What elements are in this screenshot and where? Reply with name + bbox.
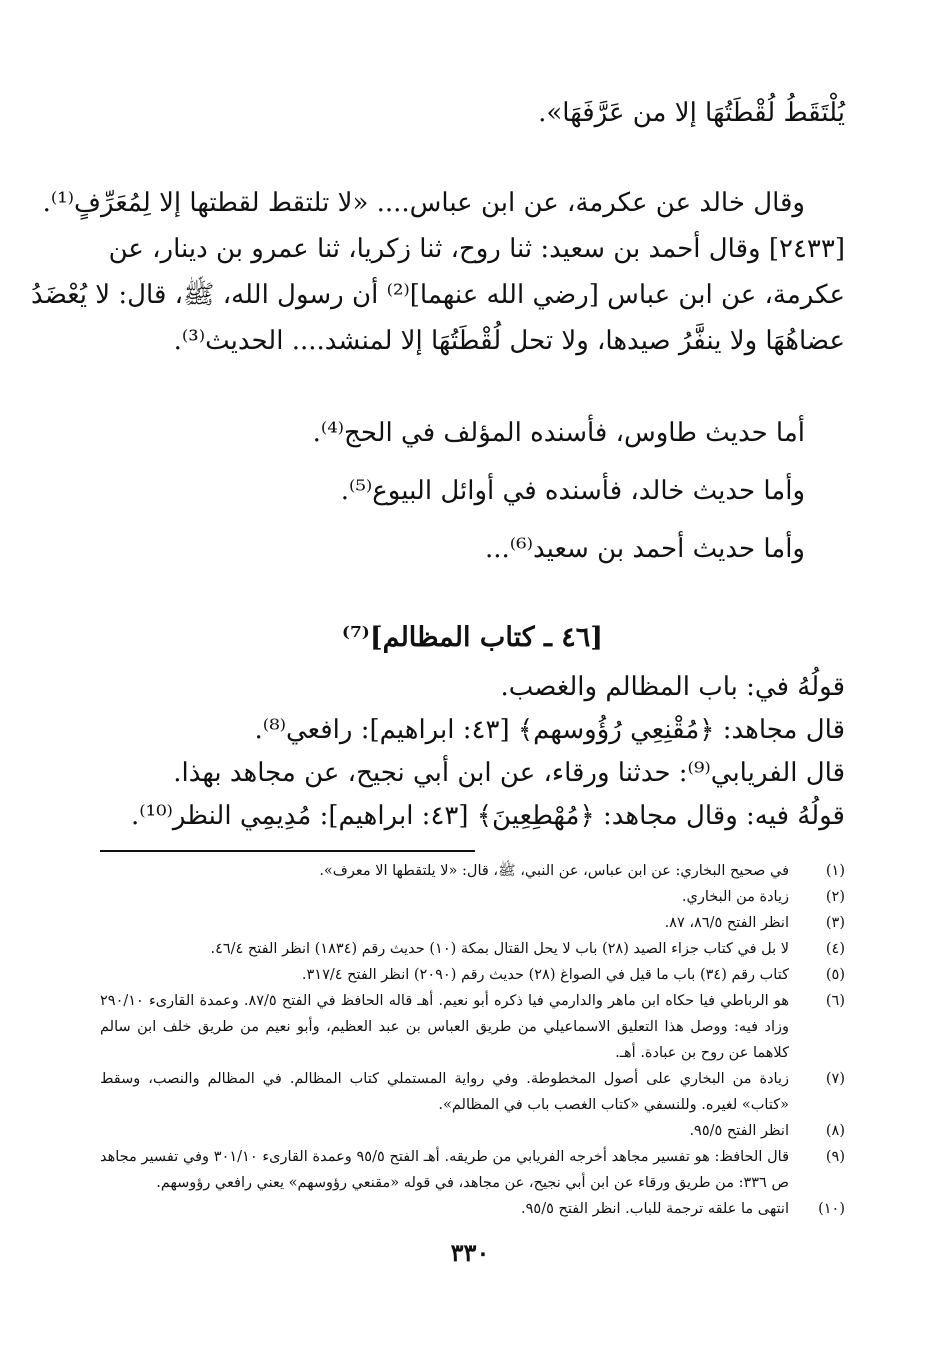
paragraph-isnad [100,404,845,578]
book-page [31,90,845,1222]
text-line: قال الفريابي⁽⁹⁾: حدثنا ورقاء، عن ابن أبي نجيح، عن مجاهد بهذا. [173,758,845,788]
continuation-line: يُلْتَقَطُ لُقْطَتُهَا إلا من عَرَّفَهَا». [538,98,845,128]
footnote [100,1066,845,1118]
footnote [100,1144,845,1196]
footnote [100,910,845,936]
footnote [100,936,845,962]
footnote-number: (٥) [825,967,845,983]
footnote-text: لا بل في كتاب جزاء الصيد (٢٨) باب لا يحل القتال بمكة (١٠) حديث رقم (١٨٣٤) انظر الفتح ٤٦/٤. [210,941,789,957]
footnote-text: زيادة من البخاري على أصول المخطوطة. وفي رواية المستملي كتاب المظالم. في المظالم والنصب، وسقط «كتاب» لغيره. وللنسفي «كتاب الغصب باب في المظالم». [100,1071,789,1113]
text-line: قال مجاهد: ﴿مُقْنِعِي رُؤُوسهم﴾ [٤٣: ابراهيم]: رافعي⁽⁸⁾. [254,715,845,745]
text-line: أما حديث طاوس، فأسنده المؤلف في الحج⁽⁴⁾. [312,418,805,448]
paragraph-hadith [31,180,845,364]
footnote [100,988,845,1066]
footnote-number: (١٠) [818,1201,845,1217]
footnote-number: (١) [825,863,845,879]
footnote-text: كتاب رقم (٣٤) باب ما قيل في الصواغ (٢٨) حديث رقم (٢٠٩٠) انظر الفتح ٣١٧/٤. [301,967,789,983]
footnote-text: انظر الفتح ٩٥/٥. [689,1123,789,1139]
text-line: قولُهُ في: باب المظالم والغصب. [500,672,845,702]
footnote-number: (٢) [825,889,845,905]
footnote-divider [100,850,475,852]
footnotes [100,858,845,1222]
footnote-text: انتهى ما علقه ترجمة للباب. انظر الفتح ٩٥/٥. [521,1201,789,1217]
footnote [100,884,845,910]
footnote [100,962,845,988]
text-line: قولُهُ فيه: وقال مجاهد: ﴿مُهْطِعِينَ﴾ [٤٣: ابراهيم]: مُدِيمِي النظر⁽¹⁰⁾. [131,801,845,831]
text-line: [٢٤٣٣] وقال أحمد بن سعيد: ثنا روح، ثنا زكريا، ثنا عمرو بن دينار، عن [108,234,845,264]
text-line: عكرمة، عن ابن عباس [رضي الله عنهما]⁽²⁾ أن رسول الله، ﷺ، قال: لا يُعْضَدُ [31,280,845,310]
footnote-text: هو الرباطي فيا حكاه ابن ماهر والدارمي فيا ذكره أبو نعيم. أهـ قاله الحافظ في الفتح ٨٧/٥. وعمدة القارىء ٢٩٠/١٠ وزاد فيه: ووصل هذا التعليق الاسماعيلي من طريق العباس بن عبد العظيم، وأبو نعيم من طريق خلف ابن سالم كلاهما عن روح بن عبادة. أهـ. [100,993,789,1061]
footnote [100,1118,845,1144]
footnote [100,1196,845,1222]
footnote-number: (٦) [825,993,845,1009]
footnote-number: (٣) [825,915,845,931]
footnote-text: زيادة من البخاري. [681,889,789,905]
section-heading: [٤٦ ـ كتاب المظالم]⁽⁷⁾ [341,622,604,653]
text-line: وقال خالد عن عكرمة، عن ابن عباس.... «لا تلتقط لقطتها إلا لِمُعَرِّفٍ⁽¹⁾. [42,188,805,218]
footnote-text: في صحيح البخاري: عن ابن عباس، عن النبي، ﷺ، قال: «لا يلتقطها الا معرف». [319,863,789,879]
footnote-number: (٩) [825,1149,845,1165]
page-number: ٣٣٠ [450,1238,490,1267]
text-line: عضاهُهَا ولا ينفَّرُ صيدها، ولا تحل لُقْطَتُهَا إلا لمنشد.... الحديث⁽³⁾. [173,326,845,356]
paragraph-mazalim [100,666,845,838]
text-line: وأما حديث خالد، فأسنده في أوائل البيوع⁽⁵⁾. [340,476,805,506]
footnote-number: (٨) [825,1123,845,1139]
footnote-text: قال الحافظ: هو تفسير مجاهد أخرجه الفريابي من طريقه. أهـ الفتح ٩٥/٥ وعمدة القارىء ٣٠١/١٠ وفي تفسير مجاهد ص ٣٣٦: من طريق ورقاء عن ابن أبي نجيح، عن مجاهد، في قوله «مقنعي رؤوسهم» يعني رافعي رؤوسهم. [100,1149,789,1191]
footnote-number: (٧) [825,1071,845,1087]
footnote-text: انظر الفتح ٨٦/٥، ٨٧. [664,915,789,931]
text-line: وأما حديث أحمد بن سعيد⁽⁶⁾... [484,534,805,564]
footnote [100,858,845,884]
footnote-number: (٤) [825,941,845,957]
